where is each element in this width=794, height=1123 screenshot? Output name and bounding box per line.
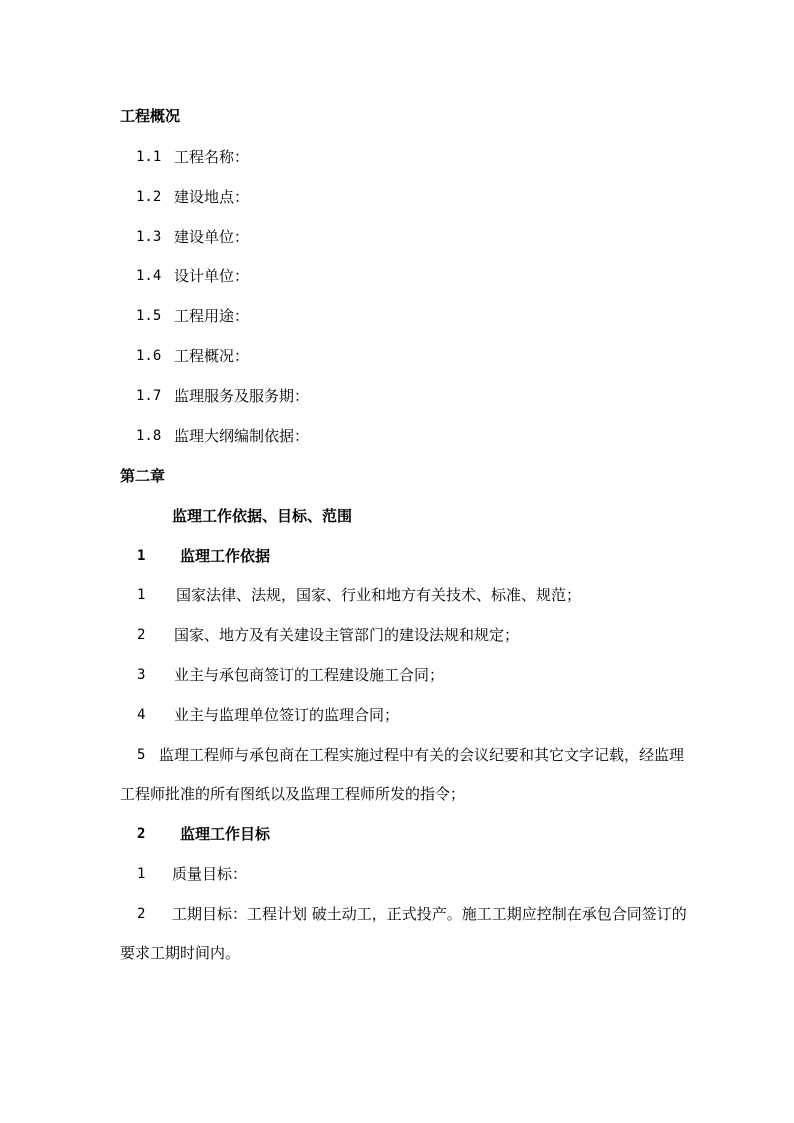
target-item-continuation: 要求工期时间内。 xyxy=(120,944,241,962)
section-number: 1 xyxy=(137,548,146,564)
overview-item-text: 建设单位： xyxy=(174,228,250,246)
basis-item-number: 5 xyxy=(137,747,146,763)
target-item-text: 质量目标： xyxy=(172,865,248,883)
overview-item-number: 1.6 xyxy=(136,348,162,364)
basis-item-number: 1 xyxy=(137,587,146,603)
overview-item-number: 1.7 xyxy=(136,388,162,404)
basis-item-text: 国家法律、法规，国家、行业和地方有关技术、标准、规范； xyxy=(176,586,582,604)
chapter-heading: 第二章 xyxy=(120,467,166,485)
overview-item-number: 1.2 xyxy=(136,189,162,205)
overview-item-text: 工程用途： xyxy=(174,307,250,325)
basis-item-number: 4 xyxy=(137,707,146,723)
overview-item-number: 1.4 xyxy=(136,268,162,284)
basis-item-text: 业主与监理单位签订的监理合同； xyxy=(174,706,400,724)
overview-item-text: 监理大纲编制依据： xyxy=(174,427,310,445)
overview-item-number: 1.3 xyxy=(136,229,162,245)
section-title: 监理工作依据 xyxy=(180,547,271,565)
basis-item-number: 2 xyxy=(137,627,146,643)
chapter-title: 监理工作依据、目标、范围 xyxy=(172,507,353,525)
overview-item-number: 1.5 xyxy=(136,308,162,324)
target-item-number: 1 xyxy=(137,866,146,882)
basis-item-number: 3 xyxy=(137,667,146,683)
overview-item-text: 设计单位： xyxy=(174,267,250,285)
heading-overview: 工程概况 xyxy=(120,107,181,125)
target-item-number: 2 xyxy=(137,906,146,922)
section-title: 监理工作目标 xyxy=(180,825,271,843)
overview-item-text: 监理服务及服务期： xyxy=(174,387,310,405)
overview-item-text: 建设地点： xyxy=(174,188,250,206)
section-number: 2 xyxy=(137,826,146,842)
basis-item-text: 业主与承包商签订的工程建设施工合同； xyxy=(174,666,445,684)
overview-item-text: 工程概况： xyxy=(174,347,250,365)
overview-item-text: 工程名称： xyxy=(174,148,250,166)
overview-item-number: 1.1 xyxy=(136,149,162,165)
basis-item-continuation: 工程师批准的所有图纸以及监理工程师所发的指令； xyxy=(120,785,466,803)
basis-item-text: 国家、地方及有关建设主管部门的建设法规和规定； xyxy=(174,626,520,644)
basis-item-text: 监理工程师与承包商在工程实施过程中有关的会议纪要和其它文字记载，经监理 xyxy=(159,746,685,764)
overview-item-number: 1.8 xyxy=(136,428,162,444)
target-item-text: 工期目标：工程计划 破土动工，正式投产。施工工期应控制在承包合同签订的 xyxy=(172,905,687,923)
